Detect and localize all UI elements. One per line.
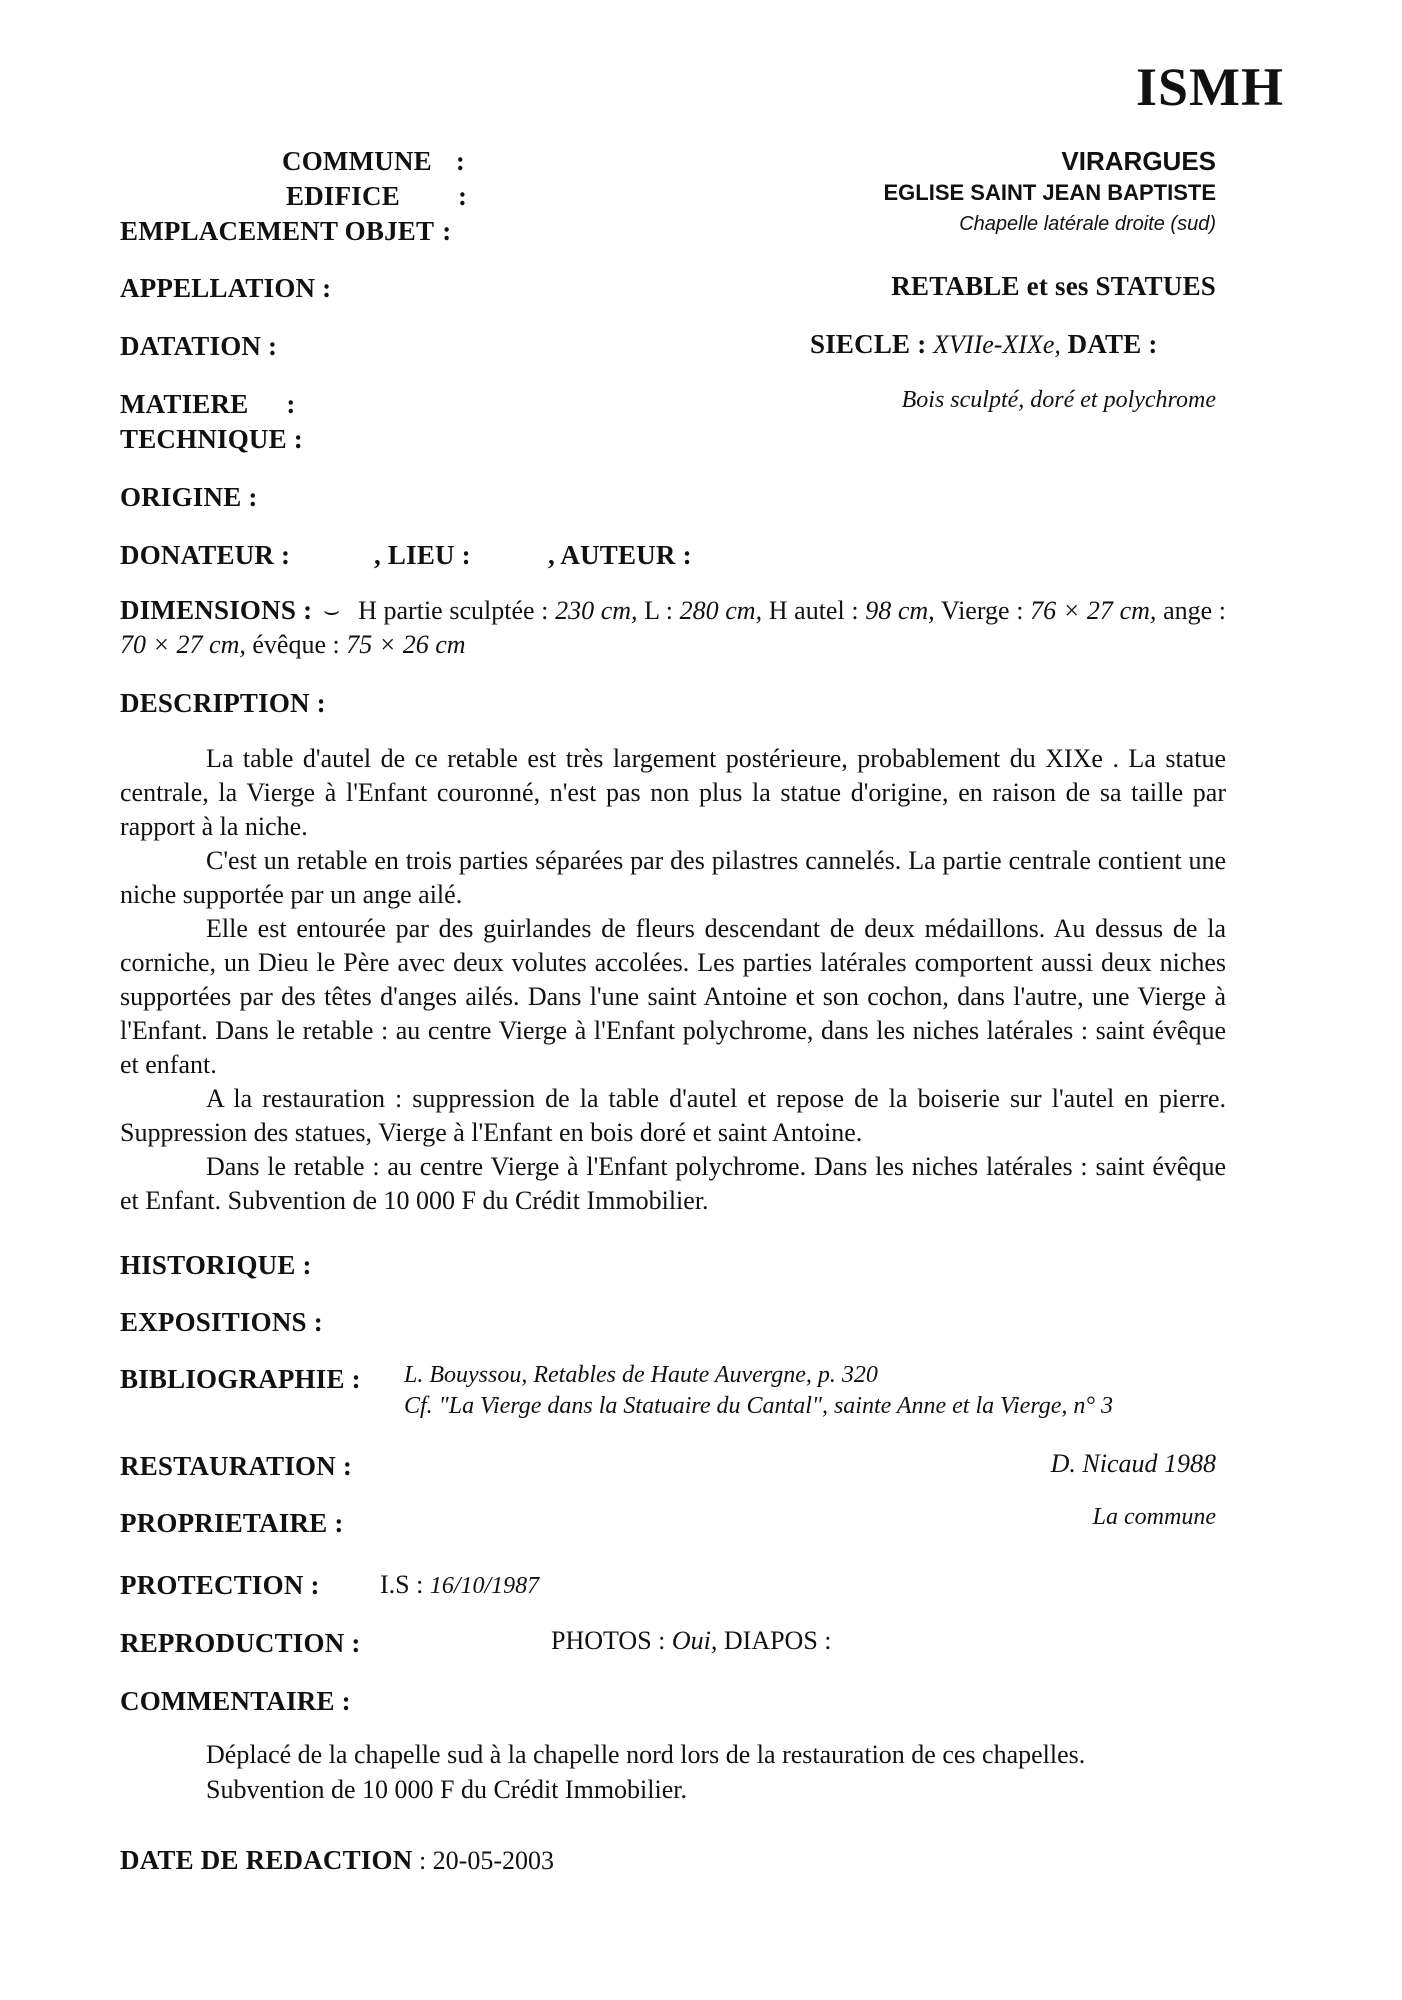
commentaire-line: Subvention de 10 000 F du Crédit Immobilier. (206, 1775, 687, 1804)
historique-label: HISTORIQUE : (120, 1250, 312, 1280)
siecle-label: SIECLE : (810, 329, 927, 359)
dim-vierge-label: Vierge : (934, 596, 1031, 625)
dim-h-autel-value: 98 cm, (865, 596, 935, 625)
siecle-row (810, 329, 1158, 360)
commentaire-line: Déplacé de la chapelle sud à la chapelle nord lors de la restauration de ces chapelles. (206, 1740, 1086, 1769)
dim-eveque-value: 75 × 26 cm (346, 630, 466, 659)
dim-h-autel-label: H autel : (762, 596, 866, 625)
dim-vierge-unit: cm, (1119, 596, 1157, 625)
proprietaire-value: La commune (1092, 1504, 1216, 1530)
dim-h-sculpt-value: 230 cm, (555, 596, 638, 625)
commune-label-text: COMMUNE (282, 146, 432, 176)
commune-value: VIRARGUES (1061, 146, 1216, 176)
restauration-value: D. Nicaud 1988 (1050, 1449, 1216, 1478)
dim-l-label: L : (637, 596, 680, 625)
redaction-value: 20-05-2003 (432, 1846, 554, 1875)
lieu-label: , LIEU : (374, 540, 471, 570)
edifice-value: EGLISE SAINT JEAN BAPTISTE (883, 180, 1216, 205)
appellation-label: APPELLATION : (120, 273, 332, 303)
appellation-value: RETABLE et ses STATUES (891, 271, 1216, 301)
matiere-value: Bois sculpté, doré et polychrome (901, 387, 1216, 413)
redaction-label: DATE DE REDACTION (120, 1845, 413, 1875)
document-code: ISMH (1136, 57, 1285, 117)
protection-label: PROTECTION : (120, 1570, 320, 1600)
dim-l-value: 280 cm, (679, 596, 763, 625)
commune-label: COMMUNE : (282, 146, 466, 176)
bibliographie-line: L. Bouyssou, Retables de Haute Auvergne, p. 320 (404, 1362, 878, 1388)
diapos-label: DIAPOS : (717, 1626, 832, 1655)
donateur-label: DONATEUR : (120, 540, 291, 570)
dimensions-block (120, 593, 1226, 662)
dimensions-mark: ⌣ (322, 596, 341, 625)
redaction-sep: : (412, 1846, 433, 1875)
description-paragraph: La table d'autel de ce retable est très largement postérieure, probablement du XIXe . La statue centrale, la Vierge à l'Enfant couronné, n'est pas non plus la statue d'origine, en raison de sa taille par rapport à la niche. (120, 744, 1226, 841)
expositions-label: EXPOSITIONS : (120, 1307, 323, 1337)
dim-h-sculpt-label: H partie sculptée : (358, 596, 556, 625)
datation-label: DATATION : (120, 331, 278, 361)
redaction-row (120, 1845, 554, 1876)
emplacement-value: Chapelle latérale droite (sud) (959, 213, 1216, 235)
photos-label: PHOTOS : (551, 1626, 672, 1655)
bibliographie-line: Cf. "La Vierge dans la Statuaire du Cantal", sainte Anne et la Vierge, n° 3 (404, 1393, 1114, 1419)
edifice-label: EDIFICE : (286, 181, 468, 211)
description-label: DESCRIPTION : (120, 688, 326, 718)
date-label: DATE : (1067, 329, 1158, 359)
dim-vierge-value: 76 × 27 (1030, 596, 1113, 625)
protection-type: I.S : (380, 1570, 430, 1599)
siecle-value: XVIIe-XIXe, (933, 330, 1061, 359)
matiere-label: MATIERE : (120, 389, 296, 419)
description-paragraph: C'est un retable en trois parties séparées par des pilastres cannelés. La partie centrale contient une niche supportée par un ange ailé. (120, 846, 1226, 909)
dim-eveque-label: évêque : (245, 630, 347, 659)
description-paragraph: A la restauration : suppression de la table d'autel et repose de la boiserie sur l'autel en pierre. Suppression des statues, Vierge à l'Enfant en bois doré et saint Antoine. (120, 1084, 1226, 1147)
description-paragraph: Dans le retable : au centre Vierge à l'Enfant polychrome. Dans les niches latérales : saint évêque et Enfant. Subvention de 10 000 F du Crédit Immobilier. (120, 1152, 1226, 1215)
bibliographie-label: BIBLIOGRAPHIE : (120, 1364, 361, 1394)
emplacement-label: EMPLACEMENT OBJET : (120, 216, 452, 246)
reproduction-label: REPRODUCTION : (120, 1628, 361, 1658)
description-text (120, 742, 1226, 1218)
origine-label: ORIGINE : (120, 482, 258, 512)
proprietaire-label: PROPRIETAIRE : (120, 1508, 344, 1538)
dimensions-label: DIMENSIONS : (120, 595, 313, 625)
protection-date: 16/10/1987 (429, 1573, 540, 1599)
commentaire-label: COMMENTAIRE : (120, 1686, 351, 1716)
edifice-label-text: EDIFICE (286, 181, 400, 211)
technique-label: TECHNIQUE : (120, 424, 303, 454)
protection-value (380, 1570, 539, 1600)
dim-ange-label: ange : (1156, 596, 1227, 625)
description-paragraph: Elle est entourée par des guirlandes de fleurs descendant de deux médaillons. Au dessus de la corniche, un Dieu le Père avec deux volutes accolées. Les parties latérales comportent aussi deux niches supportées par des têtes d'anges ailés. Dans l'une saint Antoine et son cochon, dans l'autre, une Vierge à l'Enfant. Dans le retable : au centre Vierge à l'Enfant polychrome, dans les niches latérales : saint évêque et enfant. (120, 914, 1226, 1079)
matiere-label-text: MATIERE (120, 389, 249, 419)
reproduction-value (551, 1626, 832, 1656)
photos-value: Oui, (671, 1626, 718, 1655)
emplacement-label-text: EMPLACEMENT OBJET (120, 216, 435, 246)
dim-ange-value: 70 × 27 cm, (120, 630, 246, 659)
auteur-label: , AUTEUR : (548, 540, 692, 570)
restauration-label: RESTAURATION : (120, 1451, 353, 1481)
